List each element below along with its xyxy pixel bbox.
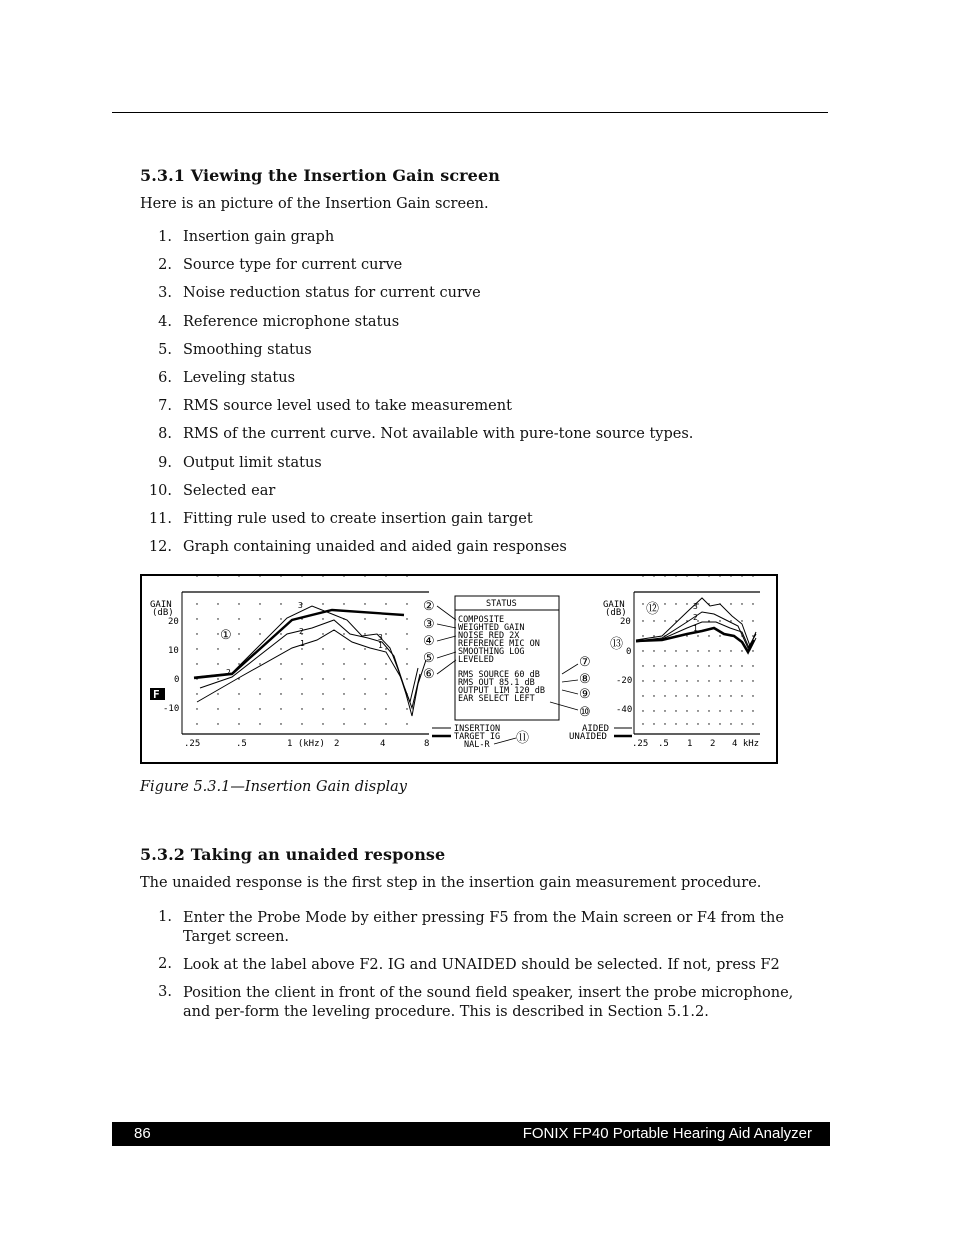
legend-aided: AIDED [582,724,610,734]
status-output-lim: OUTPUT LIM 120 dB [458,686,545,696]
callout-6: ⑥ [423,667,435,682]
list-item: 3. Position the client in front of the sound field speaker, insert the probe microphone, and per-form the leveling procedure. This is described in Section 5.1.2. [158,984,794,1020]
status-leveled: LEVELED [458,655,494,665]
right-ylabel-db: (dB) [605,608,627,618]
legend-unaided: UNAIDED [569,732,607,742]
status-noise-red: NOISE RED 2X [458,631,520,641]
page-footer [112,1122,830,1146]
list-item: 2. Look at the label above F2. IG and UNAIDED should be selected. If not, press F2 [158,956,780,973]
right-xtick-2: 2 [710,739,716,749]
aided-label-1: 1 [693,624,698,633]
aided-unaided-graph [569,576,760,749]
status-reference-mic: REFERENCE MIC ON [458,639,540,649]
left-ytick-minus10: -10 [163,704,180,714]
callout-4: ④ [423,634,435,649]
left-ylabel-db: (dB) [152,608,174,618]
page-number: 86 [134,1125,151,1142]
curve-label-right-1: 1 [378,641,383,650]
legend-nal-r: NAL-R [464,740,490,750]
left-ytick-10: 10 [168,646,179,656]
insertion-gain-graph [150,576,429,749]
callout-3: ③ [423,617,435,632]
callout-11: ⑪ [516,731,530,746]
aided-label-3: 3 [693,602,698,611]
curve-label-1: 1 [300,639,305,648]
curve-label-2: 2 [299,627,304,636]
left-xtick-4: 4 [380,739,386,749]
curve-label-3: 3 [298,601,303,610]
section-2-intro: The unaided response is the first step in the insertion gain measurement procedure. [140,875,762,891]
callout-9: ⑨ [579,687,591,702]
insertion-gain-figure [140,574,778,764]
curve-label-right-3: 3 [378,633,383,642]
figure-caption: Figure 5.3.1—Insertion Gain display [140,779,407,795]
status-title: STATUS [486,599,517,609]
left-xtick-025: .25 [184,739,201,749]
callout-5: ⑤ [423,651,435,666]
right-ytick-20: 20 [620,617,631,627]
section-intro: Here is an picture of the Insertion Gain screen. [140,196,489,212]
right-xtick-1: 1 [687,739,693,749]
callout-1: ① [220,628,232,643]
callout-7: ⑦ [579,655,591,670]
status-rms-source: RMS SOURCE 60 dB [458,670,540,680]
status-smoothing: SMOOTHING LOG [458,647,525,657]
right-ytick-minus40: -40 [616,705,633,715]
insertion-curve-2 [200,620,420,708]
unaided-steps-list [140,909,820,1022]
status-rms-out: RMS OUT 85.1 dB [458,678,535,688]
section-heading-5-3-2: 5.3.2 Taking an unaided response [140,845,446,864]
right-xtick-4khz: 4 kHz [732,739,760,749]
grid-dots [196,576,407,725]
status-weighted-gain: WEIGHTED GAIN [458,623,525,633]
list-item: 1. Enter the Probe Mode by either pressing F5 from the Main screen or F4 from the Target screen. [158,909,784,945]
status-composite: COMPOSITE [458,615,505,625]
left-xtick-8: 8 [424,739,430,749]
curve-label-low-2: 2 [226,668,231,677]
section-heading-5-3-1: 5.3.1 Viewing the Insertion Gain screen [140,166,500,185]
insertion-gain-screen [142,576,776,762]
callout-13: ⑬ [610,637,624,652]
legend-target-ig: TARGET IG [454,732,501,742]
status-ear-select: EAR SELECT LEFT [458,694,535,704]
right-xtick-025: .25 [632,739,649,749]
legend-insertion: INSERTION [454,724,501,734]
right-xtick-05: .5 [658,739,669,749]
status-panel [423,596,591,750]
callout-10: ⑩ [579,705,591,720]
callout-2: ② [423,599,435,614]
ear-icon-label: F [153,688,160,701]
aided-label-2: 2 [693,613,698,622]
right-ytick-minus20: -20 [616,676,633,686]
right-ytick-0: 0 [626,647,632,657]
right-ylabel-gain: GAIN [603,600,625,610]
left-xtick-1: 1 (kHz) [287,739,325,749]
callout-8: ⑧ [579,672,591,687]
left-xtick-2: 2 [334,739,340,749]
left-xtick-05: .5 [236,739,247,749]
header-rule [112,112,828,113]
callout-12: ⑫ [646,602,660,617]
left-ytick-20: 20 [168,617,179,627]
footer-title: FONIX FP40 Portable Hearing Aid Analyzer [522,1125,812,1142]
left-ylabel-gain: GAIN [150,600,172,610]
left-ytick-0: 0 [174,675,180,685]
